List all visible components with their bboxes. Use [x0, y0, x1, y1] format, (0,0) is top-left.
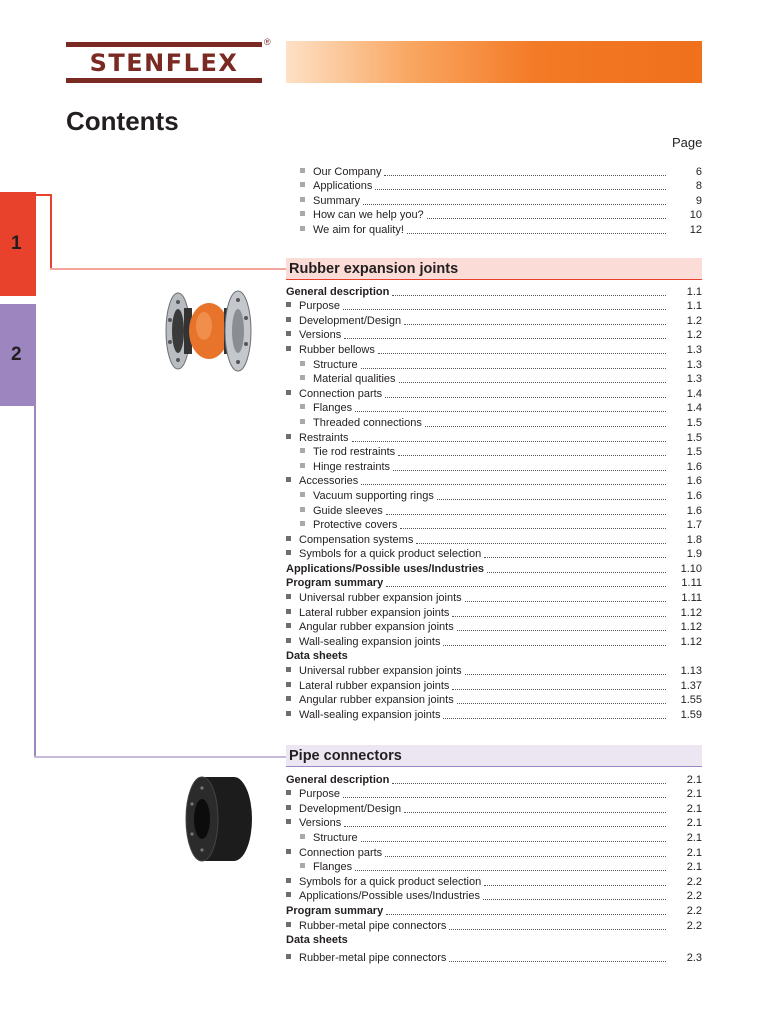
- toc-entry-page: 2.2: [686, 875, 702, 888]
- toc-entry-page: 2.2: [686, 904, 702, 917]
- toc-entry[interactable]: [286, 605, 702, 620]
- toc-entry-page: 1.55: [680, 694, 702, 707]
- toc-entry[interactable]: [286, 576, 702, 591]
- toc-entry-label: Data sheets: [286, 649, 351, 663]
- dot-leader: [343, 797, 666, 798]
- dot-leader: [363, 204, 666, 205]
- toc-entry-page: 1.6: [686, 475, 702, 488]
- dot-leader: [452, 689, 666, 690]
- chapter-2-connector-vertical: [34, 406, 36, 758]
- toc-entry-page: 2.1: [686, 788, 702, 801]
- toc-entry-label: Symbols for a quick product selection: [286, 547, 484, 561]
- toc-entry-label: Development/Design: [286, 314, 404, 328]
- chapter-1-connector-vertical: [50, 194, 52, 270]
- toc-entry[interactable]: [286, 386, 702, 401]
- logo-top-bar: [66, 42, 262, 47]
- dot-leader: [386, 586, 666, 587]
- dot-leader: [457, 630, 666, 631]
- toc-entry[interactable]: [286, 313, 702, 328]
- toc-entry-page: 1.5: [686, 431, 702, 444]
- toc-entry-page: 2.1: [686, 773, 702, 786]
- toc-entry-label: Wall-sealing expansion joints: [286, 635, 443, 649]
- dot-leader: [457, 703, 666, 704]
- dot-leader: [437, 499, 666, 500]
- toc-entry-label: Summary: [286, 194, 363, 208]
- toc-entry-label: Accessories: [286, 474, 361, 488]
- toc-entry[interactable]: [286, 663, 702, 678]
- dot-leader: [427, 218, 666, 219]
- dot-leader: [484, 885, 666, 886]
- dot-leader: [484, 557, 666, 558]
- toc-entry[interactable]: [286, 620, 702, 635]
- toc-entry-label: Applications/Possible uses/Industries: [286, 889, 483, 903]
- toc-entry-label: General description: [286, 773, 392, 787]
- toc-entry-label: Universal rubber expansion joints: [286, 591, 465, 605]
- dot-leader: [404, 324, 666, 325]
- toc-entry-page: 6: [695, 165, 702, 178]
- toc-entry[interactable]: [286, 179, 702, 194]
- dot-leader: [386, 514, 666, 515]
- toc-entry[interactable]: [286, 787, 702, 802]
- toc-entry-page: 1.59: [680, 708, 702, 721]
- toc-entry-page: 8: [695, 180, 702, 193]
- toc-entry-label: Angular rubber expansion joints: [286, 693, 457, 707]
- dot-leader: [361, 368, 666, 369]
- dot-leader: [385, 856, 666, 857]
- toc-entry[interactable]: [286, 284, 702, 299]
- toc-entry-page: 10: [689, 209, 702, 222]
- dot-leader: [465, 674, 666, 675]
- toc-entry-page: 1.4: [686, 387, 702, 400]
- toc-entry-page: 2.1: [686, 846, 702, 859]
- toc-entry[interactable]: [286, 693, 702, 708]
- toc-entry-label: Threaded connections: [286, 416, 425, 430]
- toc-entry-label: Restraints: [286, 431, 352, 445]
- pipe-connector-image: [182, 774, 254, 864]
- toc-entry-label: Purpose: [286, 299, 343, 313]
- logo-wordmark: STENFLEX: [89, 49, 239, 77]
- dot-leader: [343, 309, 666, 310]
- toc-entry-label: Data sheets: [286, 933, 351, 947]
- toc-entry-label: Guide sleeves: [286, 504, 386, 518]
- dot-leader: [416, 543, 666, 544]
- dot-leader: [355, 870, 666, 871]
- toc-entry[interactable]: [286, 816, 702, 831]
- toc-entry-label: Compensation systems: [286, 533, 416, 547]
- toc-entry-label: Applications/Possible uses/Industries: [286, 562, 487, 576]
- toc-entry[interactable]: [286, 860, 702, 875]
- toc-entry-label: Development/Design: [286, 802, 404, 816]
- registered-mark: ®: [264, 37, 271, 47]
- toc-entry-label: Structure: [286, 358, 361, 372]
- dot-leader: [386, 914, 666, 915]
- toc-entry-label: Lateral rubber expansion joints: [286, 606, 452, 620]
- section-2-contents-list: [286, 772, 702, 965]
- toc-entry-label: Rubber bellows: [286, 343, 378, 357]
- page-column-label: Page: [672, 135, 703, 150]
- toc-entry-label: Purpose: [286, 787, 343, 801]
- dot-leader: [352, 441, 666, 442]
- dot-leader: [375, 189, 666, 190]
- toc-entry-page: 1.9: [686, 548, 702, 561]
- toc-entry[interactable]: [286, 889, 702, 904]
- dot-leader: [392, 295, 666, 296]
- dot-leader: [452, 616, 666, 617]
- toc-entry-label: Our Company: [286, 165, 384, 179]
- dot-leader: [392, 783, 666, 784]
- toc-entry-label: Rubber-metal pipe connectors: [286, 951, 449, 965]
- dot-leader: [407, 233, 666, 234]
- toc-entry-page: 1.5: [686, 446, 702, 459]
- toc-entry-label: Program summary: [286, 576, 386, 590]
- toc-entry-page: 2.1: [686, 831, 702, 844]
- toc-entry[interactable]: [286, 845, 702, 860]
- dot-leader: [487, 572, 666, 573]
- toc-entry-page: 1.6: [686, 489, 702, 502]
- toc-entry[interactable]: [286, 678, 702, 693]
- toc-entry-label: How can we help you?: [286, 208, 427, 222]
- toc-entry-page: 1.4: [686, 402, 702, 415]
- toc-entry-label: Tie rod restraints: [286, 445, 398, 459]
- toc-entry-page: 1.2: [686, 314, 702, 327]
- toc-entry-page: 9: [695, 194, 702, 207]
- dot-leader: [400, 528, 666, 529]
- toc-entry-page: 1.1: [686, 300, 702, 313]
- toc-entry-page: 1.6: [686, 504, 702, 517]
- toc-entry[interactable]: [286, 547, 702, 562]
- toc-entry-page: 1.10: [680, 562, 702, 575]
- toc-entry[interactable]: [286, 193, 702, 208]
- toc-entry-label: Structure: [286, 831, 361, 845]
- toc-entry-page: 1.7: [686, 519, 702, 532]
- toc-entry-label: Connection parts: [286, 846, 385, 860]
- toc-entry[interactable]: [286, 357, 702, 372]
- dot-leader: [449, 961, 666, 962]
- toc-entry-page: 1.12: [680, 635, 702, 648]
- toc-entry-page: 1.12: [680, 606, 702, 619]
- toc-entry[interactable]: [286, 950, 702, 965]
- toc-entry-page: 1.11: [681, 577, 702, 590]
- toc-entry-label: Angular rubber expansion joints: [286, 620, 457, 634]
- dot-leader: [443, 718, 666, 719]
- toc-entry-page: 1.11: [681, 592, 702, 605]
- toc-entry-label: We aim for quality!: [286, 223, 407, 237]
- toc-entry-label: General description: [286, 285, 392, 299]
- toc-entry-page: 2.1: [686, 861, 702, 874]
- toc-entry[interactable]: [286, 208, 702, 223]
- toc-entry-page: 12: [689, 223, 702, 236]
- toc-entry-page: 2.1: [686, 802, 702, 815]
- toc-entry[interactable]: [286, 634, 702, 649]
- toc-entry[interactable]: [286, 474, 702, 489]
- toc-entry-label: Universal rubber expansion joints: [286, 664, 465, 678]
- section-heading-pipe-connectors[interactable]: Pipe connectors: [286, 745, 702, 767]
- toc-entry[interactable]: [286, 372, 702, 387]
- toc-entry[interactable]: [286, 164, 702, 179]
- toc-entry-label: Symbols for a quick product selection: [286, 875, 484, 889]
- toc-entry-label: Vacuum supporting rings: [286, 489, 437, 503]
- header-orange-band: [286, 41, 702, 83]
- dot-leader: [449, 929, 666, 930]
- toc-entry-label: Protective covers: [286, 518, 400, 532]
- dot-leader: [355, 411, 666, 412]
- section-heading-rubber-expansion-joints[interactable]: Rubber expansion joints: [286, 258, 702, 280]
- dot-leader: [361, 841, 666, 842]
- dot-leader: [465, 601, 666, 602]
- toc-entry-page: 1.3: [686, 373, 702, 386]
- dot-leader: [443, 645, 666, 646]
- toc-entry[interactable]: [286, 342, 702, 357]
- dot-leader: [361, 484, 666, 485]
- toc-entry-page: 1.13: [680, 665, 702, 678]
- toc-entry-label: Flanges: [286, 401, 355, 415]
- toc-entry-page: 2.1: [686, 817, 702, 830]
- dot-leader: [378, 353, 666, 354]
- chapter-1-connector-horizontal: [50, 268, 286, 270]
- intro-contents-list: [286, 164, 702, 237]
- toc-entry[interactable]: [286, 933, 702, 948]
- dot-leader: [398, 455, 666, 456]
- dot-leader: [483, 899, 666, 900]
- toc-entry[interactable]: [286, 590, 702, 605]
- toc-entry[interactable]: [286, 772, 702, 787]
- toc-entry[interactable]: [286, 445, 702, 460]
- toc-entry-page: 2.3: [686, 951, 702, 964]
- toc-entry[interactable]: [286, 532, 702, 547]
- toc-entry[interactable]: [286, 415, 702, 430]
- dot-leader: [384, 175, 666, 176]
- chapter-tab-1[interactable]: 1: [0, 192, 36, 296]
- toc-entry-label: Connection parts: [286, 387, 385, 401]
- toc-entry-page: 1.2: [686, 329, 702, 342]
- toc-entry[interactable]: [286, 561, 702, 576]
- rubber-expansion-joint-image: [164, 286, 254, 376]
- toc-entry[interactable]: [286, 918, 702, 933]
- toc-entry-label: Lateral rubber expansion joints: [286, 679, 452, 693]
- toc-entry[interactable]: [286, 830, 702, 845]
- toc-entry-page: 1.3: [686, 358, 702, 371]
- toc-entry[interactable]: [286, 488, 702, 503]
- toc-entry[interactable]: [286, 222, 702, 237]
- toc-entry[interactable]: [286, 874, 702, 889]
- dot-leader: [344, 338, 666, 339]
- section-1-contents-list: [286, 284, 702, 722]
- toc-entry[interactable]: [286, 299, 702, 314]
- toc-entry[interactable]: [286, 459, 702, 474]
- toc-entry-page: 1.12: [680, 621, 702, 634]
- toc-entry[interactable]: [286, 518, 702, 533]
- toc-entry[interactable]: [286, 649, 702, 664]
- toc-entry-label: Versions: [286, 328, 344, 342]
- toc-entry-label: Hinge restraints: [286, 460, 393, 474]
- toc-entry-page: 2.2: [686, 890, 702, 903]
- toc-entry-label: Wall-sealing expansion joints: [286, 708, 443, 722]
- toc-entry-label: Applications: [286, 179, 375, 193]
- dot-leader: [404, 812, 666, 813]
- toc-entry-page: 1.37: [680, 679, 702, 692]
- dot-leader: [425, 426, 666, 427]
- logo-bottom-bar: [66, 78, 262, 83]
- toc-entry[interactable]: [286, 503, 702, 518]
- chapter-2-connector-horizontal: [34, 756, 286, 758]
- toc-entry-page: 1.8: [686, 533, 702, 546]
- toc-entry-page: 1.1: [686, 285, 702, 298]
- chapter-tab-2[interactable]: 2: [0, 304, 36, 406]
- toc-entry-label: Program summary: [286, 904, 386, 918]
- dot-leader: [385, 397, 666, 398]
- toc-entry[interactable]: [286, 903, 702, 918]
- toc-entry[interactable]: [286, 430, 702, 445]
- toc-entry[interactable]: [286, 801, 702, 816]
- toc-entry-page: 2.2: [686, 919, 702, 932]
- toc-entry-label: Rubber-metal pipe connectors: [286, 919, 449, 933]
- toc-entry-page: 1.3: [686, 343, 702, 356]
- toc-entry[interactable]: [286, 707, 702, 722]
- toc-entry-label: Material qualities: [286, 372, 399, 386]
- dot-leader: [399, 382, 666, 383]
- toc-entry[interactable]: [286, 328, 702, 343]
- dot-leader: [344, 826, 666, 827]
- toc-entry-label: Flanges: [286, 860, 355, 874]
- toc-entry[interactable]: [286, 401, 702, 416]
- page-title: Contents: [66, 106, 179, 136]
- dot-leader: [393, 470, 666, 471]
- toc-entry-page: 1.5: [686, 416, 702, 429]
- stenflex-logo: [66, 37, 274, 86]
- toc-entry-page: 1.6: [686, 460, 702, 473]
- toc-entry-label: Versions: [286, 816, 344, 830]
